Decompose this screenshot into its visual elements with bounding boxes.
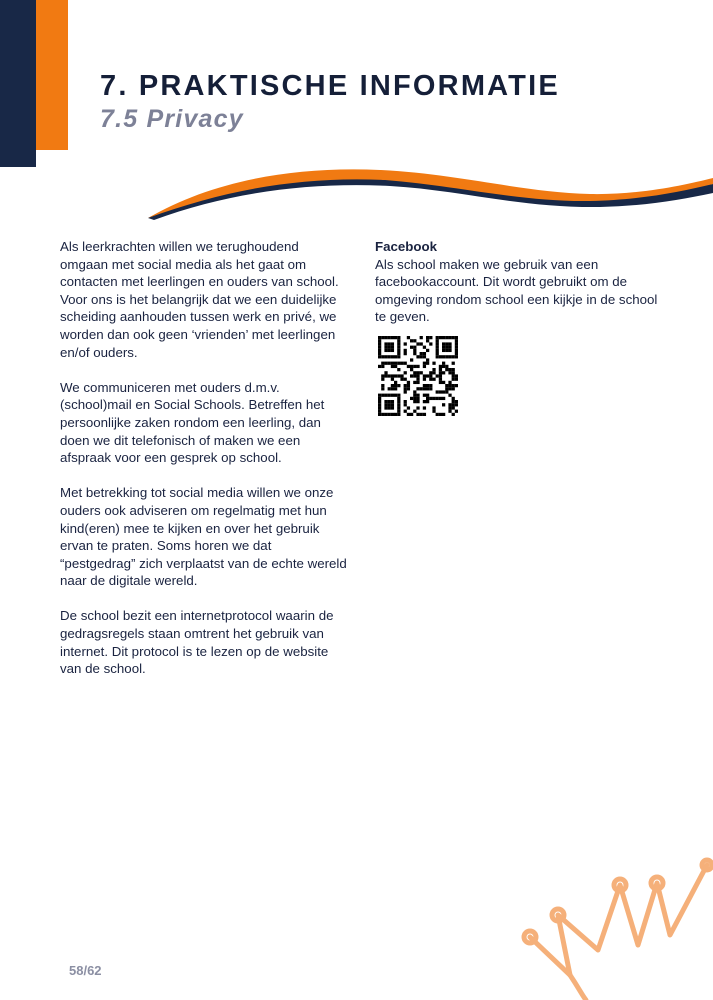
facebook-paragraph: Als school maken we gebruik van een facebookaccount. Dit wordt gebruikt om de omgeving rondom school een kijkje in de school te geven. bbox=[375, 256, 658, 325]
crown-icon bbox=[520, 855, 713, 1000]
page-number: 58/62 bbox=[69, 963, 102, 978]
decorative-orange-bar bbox=[36, 0, 68, 150]
paragraph-internet-protocol: De school bezit een internetprotocol waarin de gedragsregels staan omtrent het gebruik van internet. Dit protocol is te lezen op de website van de school. bbox=[60, 608, 334, 677]
page-subtitle: 7.5 Privacy bbox=[100, 105, 244, 133]
page-title: 7. PRAKTISCHE INFORMATIE bbox=[100, 70, 560, 102]
left-text-column bbox=[60, 238, 350, 695]
right-text-column bbox=[375, 238, 665, 326]
brush-swoosh-decoration bbox=[140, 160, 713, 222]
qr-code-icon[interactable] bbox=[378, 336, 458, 416]
facebook-heading: Facebook bbox=[375, 239, 438, 254]
decorative-navy-bar bbox=[0, 0, 36, 167]
paragraph-parent-advice: Met betrekking tot social media willen we onze ouders ook adviseren om regelmatig met hun kind(eren) mee te kijken en over het gebruik ervan te praten. Soms horen we dat “pestgedrag” zich verplaatst van de echte wereld naar de digitale wereld. bbox=[60, 485, 347, 589]
paragraph-communication: We communiceren met ouders d.m.v. (school)mail en Social Schools. Betreffen het persoonlijke zaken rondom een leerling, dan doen we dit telefonisch of maken we een afspraak voor een gesprek op school. bbox=[60, 379, 325, 466]
paragraph-social-media: Als leerkrachten willen we terughoudend omgaan met social media als het gaat om contacten met leerlingen en ouders van school. Voor ons is het belangrijk dat we een duidelijke scheiding aanhouden tussen werk en privé, we worden dan ook geen ‘vrienden’ met leerlingen en/of ouders. bbox=[60, 239, 339, 360]
